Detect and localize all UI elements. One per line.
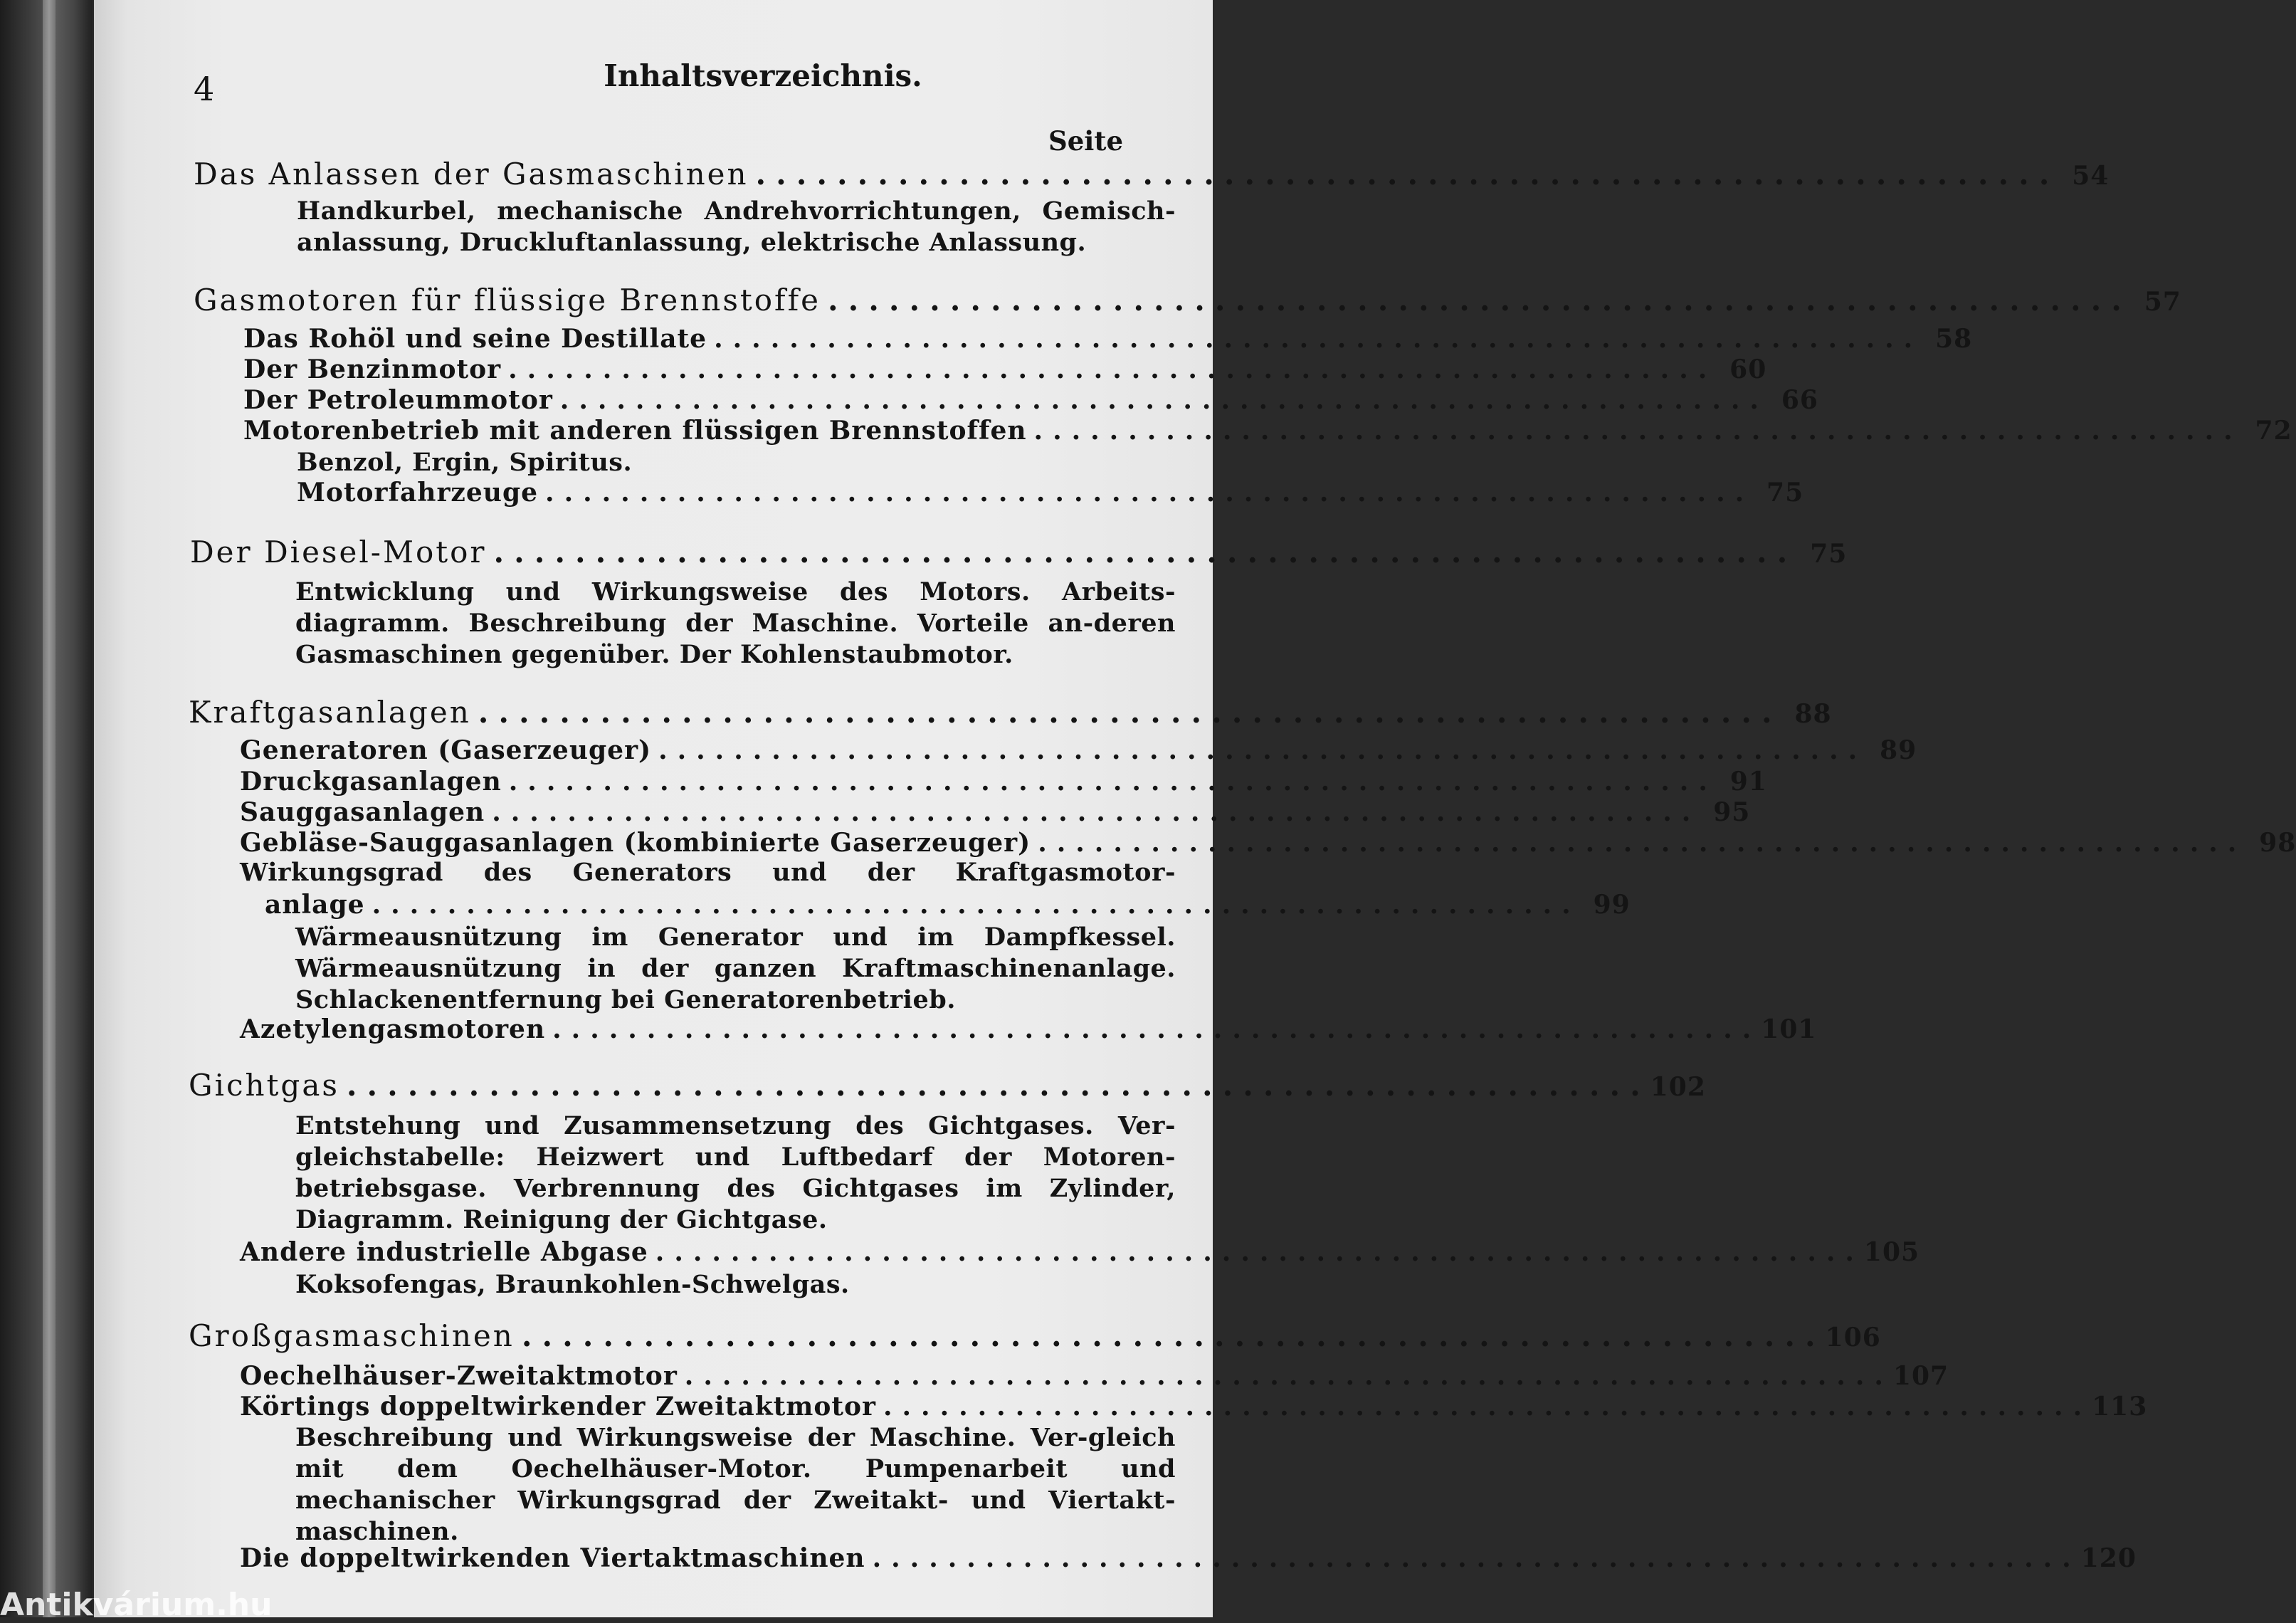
toc-chapter-description: Entstehung und Zusammensetzung des Gichtgases. Ver-gleichstabelle: Heizwert und Luftbedarf der Motoren-betriebsgase. Verbrennung des Gichtgases im Zylinder, Diagramm. Reinigung der Gichtgase. <box>295 1111 1176 1234</box>
toc-chapter-row <box>194 157 2110 191</box>
toc-leader-dots: ................................................................ <box>828 283 2132 317</box>
toc-chapter-title: Gasmotoren für flüssige Brennstoffe <box>194 283 821 317</box>
toc-leader-dots: ................................................................ <box>872 1543 2081 1573</box>
toc-section-row <box>243 416 2292 446</box>
toc-page-number: 98 <box>2259 828 2296 858</box>
toc-section-title: Druckgasanlagen <box>240 767 502 797</box>
toc-chapter-title: Kraftgasanlagen <box>189 695 471 730</box>
toc-section-row <box>240 1014 1817 1044</box>
toc-section-title: Andere industrielle Abgase <box>240 1237 648 1267</box>
toc-section-title: Der Benzinmotor <box>243 354 502 384</box>
toc-chapter-row <box>190 535 1848 569</box>
toc-section-description: Beschreibung und Wirkungsweise der Maschine. Ver-gleich mit dem Oechelhäuser-Motor. Pumpenarbeit und mechanischer Wirkungsgrad der Zweitakt- und Viertakt-maschinen. <box>295 1423 1176 1546</box>
toc-leader-dots: ................................................................ <box>346 1068 1650 1103</box>
toc-section-description: Wärmeausnützung im Generator und im Dampfkessel. Wärmeausnützung in der ganzen Kraftmaschinenanlage. Schlackenentfernung bei Generatorenbetrieb. <box>295 923 1176 1014</box>
toc-section-title: Motorfahrzeuge <box>297 478 539 508</box>
toc-page-number: 107 <box>1892 1361 1949 1391</box>
book-page <box>94 0 2296 1617</box>
toc-page-number: 106 <box>1825 1323 1881 1352</box>
toc-section-description: Benzol, Ergin, Spiritus. <box>297 448 633 477</box>
toc-section-title: Der Petroleummotor <box>243 385 553 415</box>
toc-page-number: 95 <box>1713 797 1751 827</box>
toc-section-row <box>240 828 2296 858</box>
toc-page-number: 102 <box>1650 1072 1706 1102</box>
toc-section-title: Die doppeltwirkenden Viertaktmaschinen <box>240 1543 865 1573</box>
toc-leader-dots: ................................................................ <box>508 767 1717 797</box>
toc-section-row <box>297 478 1804 508</box>
toc-section-title: Das Rohöl und seine Destillate <box>243 324 707 354</box>
toc-section-description: Koksofengas, Braunkohlen-Schwelgas. <box>295 1270 850 1299</box>
toc-page-number: 89 <box>1880 735 1917 765</box>
watermark-text: Antikvárium.hu <box>0 1587 273 1623</box>
toc-chapter-description: Entwicklung und Wirkungsweise des Motors. Arbeits-diagramm. Beschreibung der Maschine. Vorteile an-deren Gasmaschinen gegenüber. Der Kohlenstaubmotor. <box>295 577 1176 669</box>
toc-leader-dots: ................................................................ <box>552 1014 1762 1044</box>
toc-chapter-title: Gichtgas <box>189 1068 339 1103</box>
toc-section-row <box>265 890 1631 920</box>
toc-section-title: Gebläse-Sauggasanlagen (kombinierte Gaserzeuger) <box>240 828 1031 858</box>
toc-section-title-line: Wirkungsgrad des Generators und der Kraftgasmotor- <box>240 858 1176 887</box>
toc-section-row <box>240 1392 2148 1422</box>
toc-leader-dots: ................................................................ <box>658 735 1868 765</box>
toc-leader-dots: ................................................................ <box>545 478 1754 508</box>
spine-edge <box>43 0 56 1617</box>
toc-chapter-row <box>189 695 1832 730</box>
toc-leader-dots: ................................................................ <box>493 535 1798 569</box>
toc-section-title: Generatoren (Gaserzeuger) <box>240 735 652 765</box>
toc-page-number: 113 <box>2092 1392 2148 1422</box>
page-title: Inhaltsverzeichnis. <box>604 58 922 93</box>
toc-leader-dots: ................................................................ <box>372 890 1581 920</box>
toc-page-number: 88 <box>1794 699 1832 729</box>
toc-chapter-title: Großgasmaschinen <box>189 1318 515 1353</box>
toc-chapter-title: Das Anlassen der Gasmaschinen <box>194 157 749 191</box>
toc-leader-dots: ................................................................ <box>755 157 2060 191</box>
toc-page-number: 58 <box>1935 324 1973 354</box>
toc-page-number: 120 <box>2080 1543 2137 1573</box>
toc-section-row <box>243 385 1818 415</box>
toc-leader-dots: ................................................................ <box>492 797 1701 827</box>
toc-section-row <box>240 1361 1949 1391</box>
toc-page-number: 75 <box>1766 478 1804 508</box>
toc-section-row <box>240 767 1767 797</box>
toc-section-row <box>240 1543 2137 1573</box>
toc-leader-dots: ................................................................ <box>478 695 1782 730</box>
page-column-label: Seite <box>1048 125 1123 157</box>
toc-section-title: Körtings doppeltwirkender Zweitaktmotor <box>240 1392 876 1422</box>
toc-section-title: Sauggasanlagen <box>240 797 485 827</box>
toc-section-title: Motorenbetrieb mit anderen flüssigen Brennstoffen <box>243 416 1027 446</box>
toc-page-number: 72 <box>2255 416 2292 446</box>
toc-section-row <box>243 354 1767 384</box>
toc-leader-dots: ................................................................ <box>508 354 1717 384</box>
toc-page-number: 60 <box>1729 354 1767 384</box>
toc-section-title: Azetylengasmotoren <box>240 1014 546 1044</box>
toc-page-number: 91 <box>1729 767 1767 797</box>
toc-chapter-description: Handkurbel, mechanische Andrehvorrichtungen, Gemisch-anlassung, Druckluftanlassung, elektrische Anlassung. <box>297 196 1176 257</box>
toc-page-number: 66 <box>1781 385 1818 415</box>
toc-chapter-row <box>189 1068 1706 1103</box>
toc-leader-dots: ................................................................ <box>559 385 1769 415</box>
toc-page-number: 54 <box>2072 161 2110 191</box>
toc-section-row <box>240 797 1751 827</box>
toc-leader-dots: ................................................................ <box>714 324 1923 354</box>
toc-section-title: Oechelhäuser-Zweitaktmotor <box>240 1361 678 1391</box>
toc-chapter-title: Der Diesel-Motor <box>190 535 487 569</box>
toc-page-number: 101 <box>1761 1014 1817 1044</box>
toc-section-title: anlage <box>265 890 365 920</box>
page-number: 4 <box>194 70 215 108</box>
toc-chapter-row <box>189 1318 1881 1353</box>
toc-leader-dots: ................................................................ <box>684 1361 1893 1391</box>
toc-section-row <box>240 735 1917 765</box>
toc-leader-dots: ................................................................ <box>1033 416 2243 446</box>
toc-leader-dots: ................................................................ <box>521 1318 1826 1353</box>
toc-leader-dots: ................................................................ <box>1038 828 2247 858</box>
toc-chapter-row <box>194 283 2181 317</box>
toc-leader-dots: ................................................................ <box>655 1237 1864 1267</box>
toc-section-row <box>243 324 1973 354</box>
toc-page-number: 57 <box>2144 287 2181 317</box>
toc-page-number: 75 <box>1810 539 1848 569</box>
toc-page-number: 105 <box>1863 1237 1920 1267</box>
toc-leader-dots: ................................................................ <box>883 1392 2092 1422</box>
toc-section-row <box>240 1237 1920 1267</box>
toc-page-number: 99 <box>1593 890 1631 920</box>
book-spine <box>0 0 93 1617</box>
